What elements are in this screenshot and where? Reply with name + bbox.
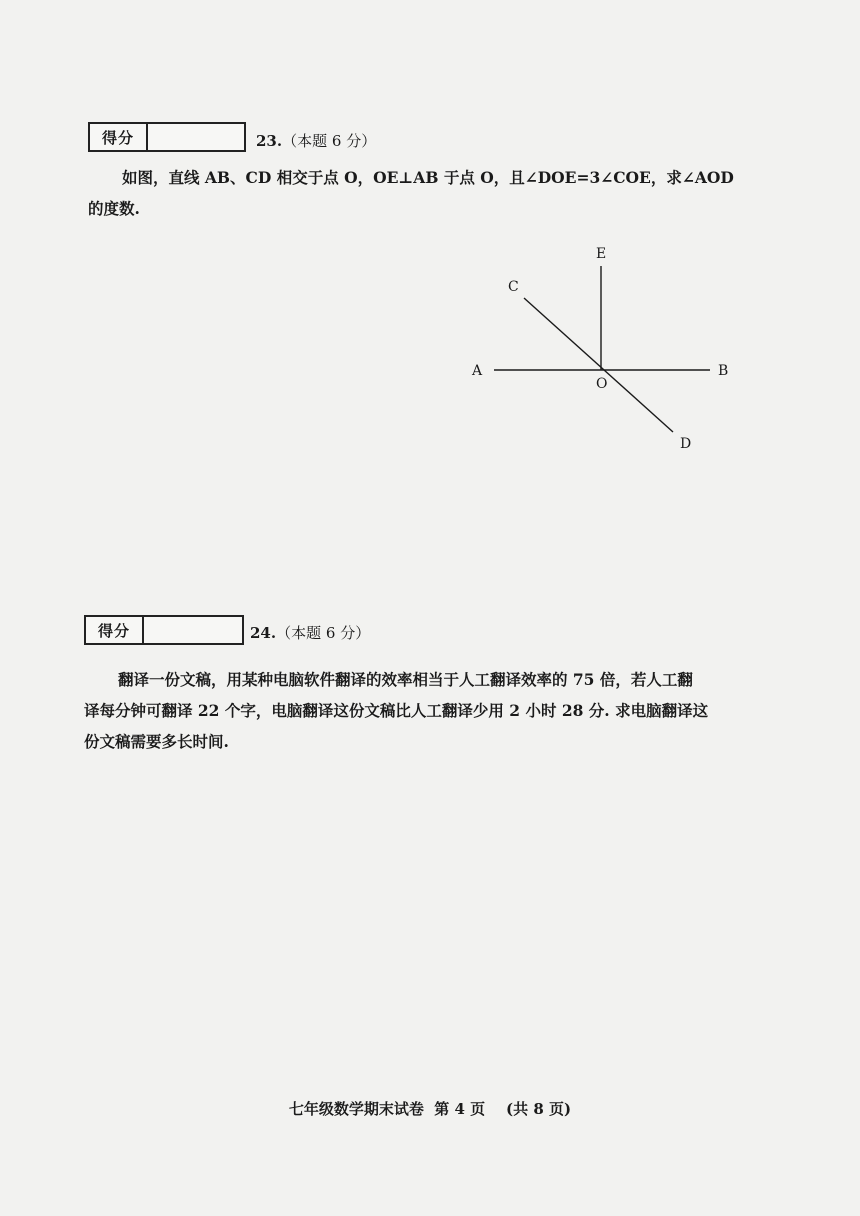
- question-24-title: [250, 622, 370, 643]
- point-label-b: B: [718, 363, 729, 379]
- page-footer: 七年级数学期末试卷 第 4 页 (共 8 页): [288, 1100, 572, 1118]
- question-23-number: 23.: [256, 132, 283, 150]
- score-label-q24: 得分: [86, 617, 144, 643]
- geometry-diagram: [460, 236, 760, 466]
- question-23-text: [88, 162, 788, 224]
- point-label-d: D: [680, 436, 692, 452]
- question-23-marks: （本题 6 分）: [282, 132, 377, 150]
- question-24-number: 24.: [250, 624, 277, 642]
- question-24-marks: （本题 6 分）: [276, 624, 371, 642]
- score-blank-q24[interactable]: [144, 617, 240, 643]
- point-label-e: E: [596, 246, 607, 262]
- question-24-text: [84, 664, 784, 757]
- line-cd: [524, 298, 673, 432]
- point-label-c: C: [508, 279, 519, 295]
- question-23-line-1: 如图，直线 AB、CD 相交于点 O，OE⊥AB 于点 O，且∠DOE=3∠COE，求∠AOD: [122, 168, 734, 187]
- score-label-q23: 得分: [90, 124, 148, 150]
- question-24-line-2: 译每分钟可翻译 22 个字，电脑翻译这份文稿比人工翻译少用 2 小时 28 分. 求电脑翻译这: [84, 701, 709, 720]
- score-box-q23: [88, 122, 246, 152]
- score-box-q24: [84, 615, 244, 645]
- point-label-a: A: [472, 363, 483, 379]
- question-23-line-2: 的度数.: [88, 199, 140, 218]
- question-23-title: [256, 130, 376, 151]
- question-24-line-1: 翻译一份文稿，用某种电脑软件翻译的效率相当于人工翻译效率的 75 倍，若人工翻: [118, 670, 693, 689]
- geometry-figure: [460, 236, 760, 466]
- question-24-line-3: 份文稿需要多长时间.: [84, 732, 229, 751]
- point-label-o: O: [596, 376, 608, 392]
- score-blank-q23[interactable]: [148, 124, 244, 150]
